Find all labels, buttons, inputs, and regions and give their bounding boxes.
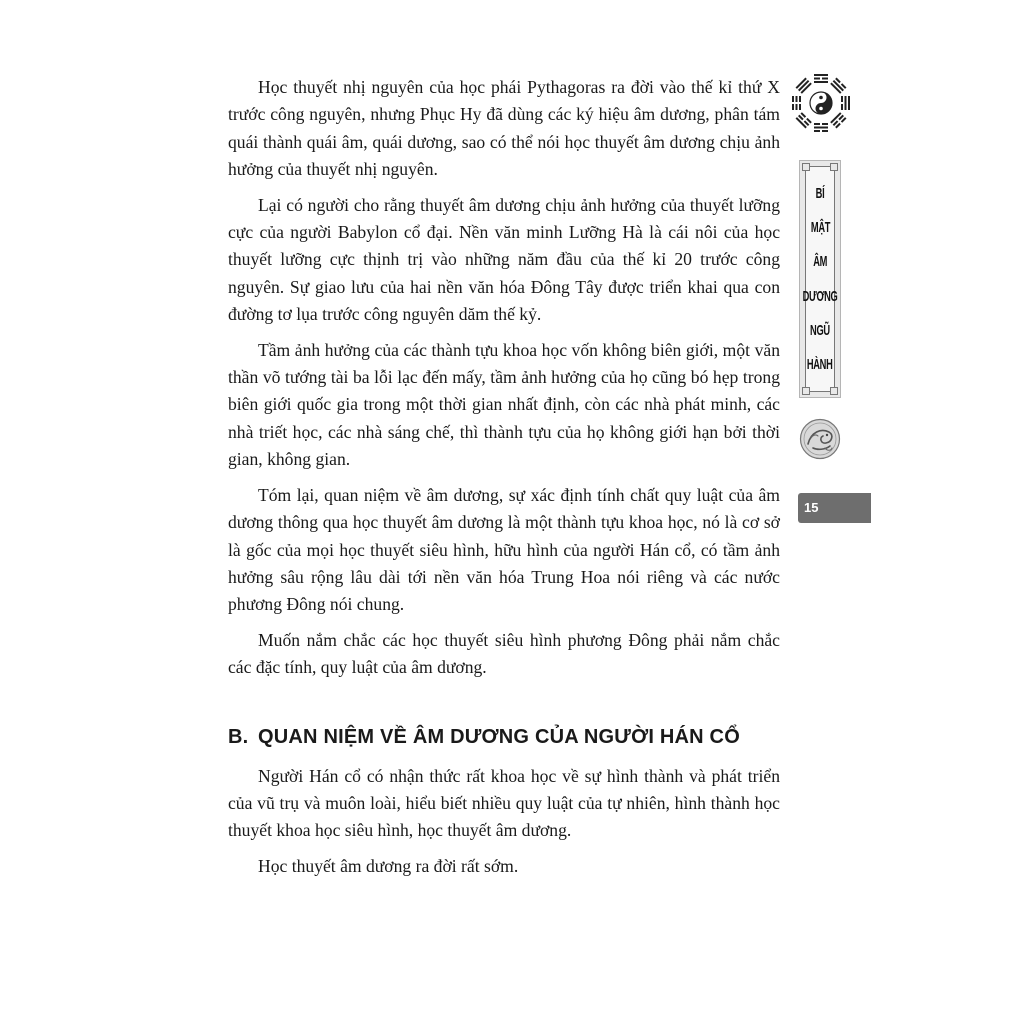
spine-corner-ornament bbox=[830, 163, 838, 171]
page-number-tab bbox=[798, 493, 871, 523]
spine-title-word: MẬT bbox=[810, 219, 830, 237]
page-body bbox=[228, 74, 780, 888]
paragraph: Học thuyết âm dương ra đời rất sớm. bbox=[258, 855, 519, 876]
section-number: B. bbox=[228, 725, 249, 748]
page-number: 15 bbox=[804, 500, 819, 515]
section-title: QUAN NIỆM VỀ ÂM DƯƠNG CỦA NGƯỜI HÁN CỔ bbox=[258, 725, 740, 748]
paragraph: Học thuyết nhị nguyên của học phái Pythagoras ra đời vào thế kỉ thứ X trước công nguyên, nhưng Phục Hy đã dùng các ký hiệu âm dương, phân tám quái thành quái âm, quái dương, sao có thể nói học thuyết âm dương chịu ảnh hưởng của thuyết nhị nguyên. bbox=[228, 77, 780, 180]
spine-title-word: DƯƠNG bbox=[802, 287, 838, 305]
paragraph: Tầm ảnh hưởng của các thành tựu khoa học vốn không biên giới, một văn thần võ tướng tài ba lỗi lạc đến mấy, tầm ảnh hưởng của họ cũng bó hẹp trong biên giới quốc gia trong một thời gian nhất định, còn các nhà phát minh, các nhà triết học, các nhà sáng chế, thì thành tựu của họ không giới hạn bởi thời gian, không gian. bbox=[228, 339, 780, 470]
spine-title-word: BÍ bbox=[815, 185, 825, 203]
spine-corner-ornament bbox=[802, 387, 810, 395]
spine-title-word: ÂM bbox=[813, 253, 827, 271]
spine-title-word: NGŨ bbox=[810, 321, 830, 339]
spine-corner-ornament bbox=[830, 387, 838, 395]
dragon-medallion-icon bbox=[799, 418, 841, 460]
bagua-yin-yang-icon bbox=[790, 72, 852, 134]
paragraph: Tóm lại, quan niệm về âm dương, sự xác định tính chất quy luật của âm dương thông qua học thuyết âm dương là một thành tựu khoa học, nó là cơ sở là gốc của mọi học thuyết siêu hình, hữu hình của người Hán cổ, có tầm ảnh hưởng sâu rộng lâu dài tới nền văn hóa Trung Hoa nói riêng và các nước phương Đông nói chung. bbox=[228, 484, 780, 615]
section-heading bbox=[228, 726, 780, 749]
spine-corner-ornament bbox=[802, 163, 810, 171]
book-title-spine bbox=[799, 160, 841, 398]
paragraph: Lại có người cho rằng thuyết âm dương chịu ảnh hưởng của thuyết lưỡng cực của người Babylon cổ đại. Nền văn minh Lưỡng Hà là cái nôi của học thuyết lưỡng cực thịnh trị vào những năm đầu của thế kỉ 20 trước công nguyên. Sự giao lưu của hai nền văn hóa Đông Tây được triển khai qua con đường tơ lụa trước công nguyên dăm thế kỷ. bbox=[228, 194, 780, 325]
paragraph: Người Hán cổ có nhận thức rất khoa học về sự hình thành và phát triển của vũ trụ và muôn loài, hiểu biết nhiều quy luật của tự nhiên, hình thành học thuyết khoa học siêu hình, học thuyết âm dương. bbox=[228, 765, 780, 841]
paragraph: Muốn nắm chắc các học thuyết siêu hình phương Đông phải nắm chắc các đặc tính, quy luật của âm dương. bbox=[228, 629, 780, 678]
spine-title-word: HÀNH bbox=[807, 355, 833, 373]
